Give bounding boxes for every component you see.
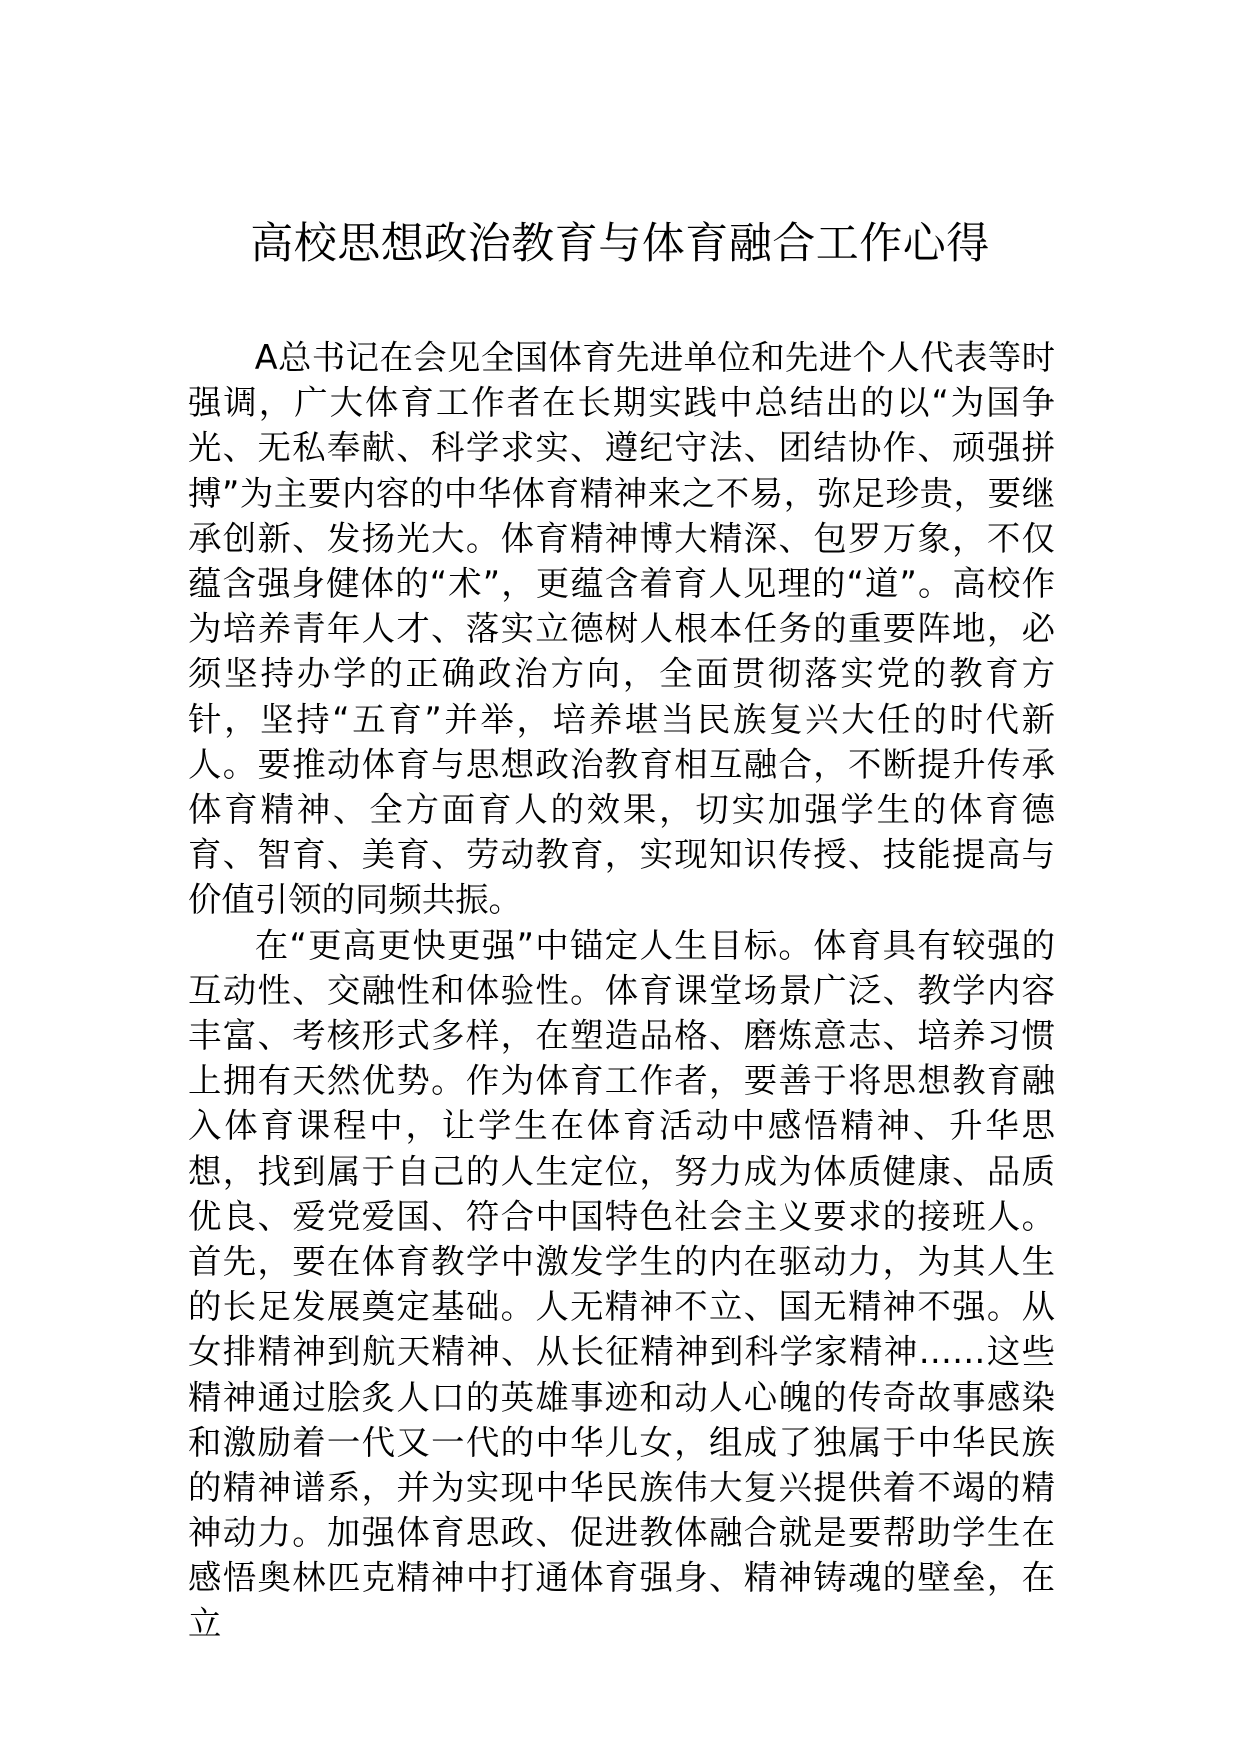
document-title: 高校思想政治教育与体育融合工作心得 bbox=[250, 219, 990, 269]
paragraph-2: 在“更高更快更强”中锚定人生目标。体育具有较强的互动性、交融性和体验性。体育课堂场景广泛、教学内容丰富、考核形式多样，在塑造品格、磨炼意志、培养习惯上拥有天然优势。作为体育工作者，要善于将思想教育融入体育课程中，让学生在体育活动中感悟精神、升华思想，找到属于自己的人生定位，努力成为体质健康、品质优良、爱党爱国、符合中国特色社会主义要求的接班人。首先，要在体育教学中激发学生的内在驱动力，为其人生的长足发展奠定基础。人无精神不立、国无精神不强。从女排精神到航天精神、从长征精神到科学家精神……这些精神通过脍炙人口的英雄事迹和动人心魄的传奇故事感染和激励着一代又一代的中华儿女，组成了独属于中华民族的精神谱系，并为实现中华民族伟大复兴提供着不竭的精神动力。加强体育思政、促进教体融合就是要帮助学生在感悟奥林匹克精神中打通体育强身、精神铸魂的壁垒，在立 bbox=[188, 925, 1055, 1643]
paragraph-1: A总书记在会见全国体育先进单位和先进个人代表等时强调，广大体育工作者在长期实践中总结出的以“为国争光、无私奉献、科学求实、遵纪守法、团结协作、顽强拼搏”为主要内容的中华体育精神来之不易，弥足珍贵，要继承创新、发扬光大。体育精神博大精深、包罗万象，不仅蕴含强身健体的“术”，更蕴含着育人见理的“道”。高校作为培养青年人才、落实立德树人根本任务的重要阵地，必须坚持办学的正确政治方向，全面贯彻落实党的教育方针，坚持“五育”并举，培养堪当民族复兴大任的时代新人。要推动体育与思想政治教育相互融合，不断提升传承体育精神、全方面育人的效果，切实加强学生的体育德育、智育、美育、劳动教育，实现知识传授、技能提高与价值引领的同频共振。 bbox=[188, 338, 1055, 920]
document-body bbox=[188, 335, 1055, 1646]
